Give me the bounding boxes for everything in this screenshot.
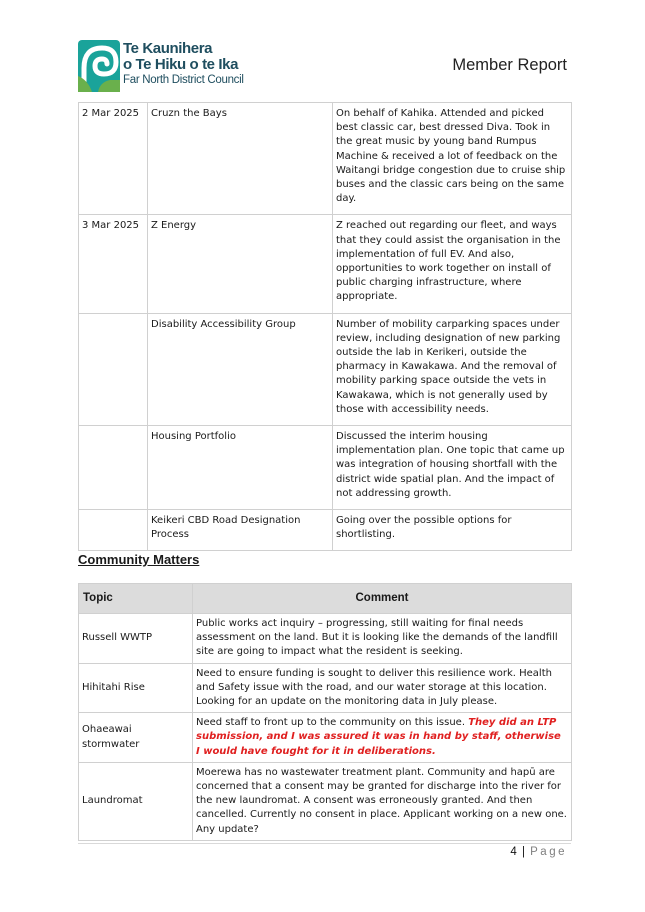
- report-title: Member Report: [452, 56, 567, 74]
- table-row: [79, 103, 572, 215]
- comment-cell: [193, 663, 572, 713]
- table-header-row: [79, 584, 572, 614]
- page-label: Page: [530, 846, 567, 858]
- meeting-notes: On behalf of Kahika. Attended and picked best classic car, best dressed Diva. Took in the great music by young band Rumpus Machine & received a lot of feedback on the Waitangi bridge congestion due to cruise ship buses and the classic cars being on the same day.: [333, 103, 572, 215]
- meeting-name: Disability Accessibility Group: [148, 313, 333, 425]
- koru-logo-icon: [78, 40, 120, 92]
- meeting-name: Keikeri CBD Road Designation Process: [148, 510, 333, 551]
- comment-text: Moerewa has no wastewater treatment plant. Community and hapū are concerned that a consent may be granted for discharge into the river for the new laundromat. A consent was erroneously granted. And then cancelled. Currently no consent in place. Applicant working on a new one. Any update?: [196, 766, 567, 835]
- meeting-date: [79, 510, 148, 551]
- comment-text: Public works act inquiry – progressing, still waiting for final needs assessment on the land. But it is looking like the demands of the landfill site are going to impact what the resident is seeking.: [196, 618, 558, 658]
- topic-cell: Laundromat: [79, 762, 193, 840]
- topic-cell: Russell WWTP: [79, 614, 193, 664]
- meeting-notes: Z reached out regarding our fleet, and ways that they could assist the organisation in the implementation of full EV. And also, opportunities to work together on install of public charging infrastructure, where appropriate.: [333, 215, 572, 313]
- meeting-notes: Number of mobility carparking spaces under review, including designation of new parking outside the lab in Kerikeri, outside the pharmacy in Kawakawa. And the removal of mobility parking space outside the vets in Kawakawa, which is not generally used by those with accessibility needs.: [333, 313, 572, 425]
- page-number: 4: [510, 846, 517, 858]
- meeting-notes: Going over the possible options for shortlisting.: [333, 510, 572, 551]
- topic-cell: Ohaeawai stormwater: [79, 713, 193, 763]
- comment-cell: [193, 614, 572, 664]
- table-row: [79, 762, 572, 840]
- table-row: [79, 614, 572, 664]
- column-header-comment: Comment: [193, 584, 572, 614]
- council-logo: [78, 40, 244, 96]
- comment-cell: [193, 762, 572, 840]
- table-row: [79, 426, 572, 510]
- meeting-name: Housing Portfolio: [148, 426, 333, 510]
- meeting-date: [79, 313, 148, 425]
- meeting-notes: Discussed the interim housing implementation plan. One topic that came up was integration of housing shortfall with the district wide spatial plan. And the impact of not addressing growth.: [333, 426, 572, 510]
- table-row: [79, 663, 572, 713]
- comment-cell: [193, 713, 572, 763]
- page-footer: [510, 846, 567, 858]
- topic-cell: Hihitahi Rise: [79, 663, 193, 713]
- comment-text: Need to ensure funding is sought to deliver this resilience work. Health and Safety issue with the road, and our water storage at this location. Looking for an update on the monitoring data in July please.: [196, 667, 552, 708]
- meeting-date: 2 Mar 2025: [79, 103, 148, 215]
- community-matters-table: [78, 583, 572, 841]
- meetings-table: [78, 102, 572, 551]
- logo-line-1: Te Kaunihera: [123, 40, 213, 57]
- emphasized-comment: They did an LTP submission, and I was assured it was in hand by staff, otherwise I would have fought for it in deliberations.: [196, 717, 561, 757]
- footer-separator: |: [521, 846, 525, 858]
- table-row: [79, 215, 572, 313]
- column-header-topic: Topic: [79, 584, 193, 614]
- meeting-name: Cruzn the Bays: [148, 103, 333, 215]
- meeting-name: Z Energy: [148, 215, 333, 313]
- logo-line-2: o Te Hiku o te Ika: [123, 56, 239, 73]
- table-row: [79, 713, 572, 763]
- table-row: [79, 510, 572, 551]
- footer-divider: [78, 843, 571, 844]
- section-heading: Community Matters: [78, 552, 200, 567]
- logo-wordmark: [123, 41, 244, 87]
- table-row: [79, 313, 572, 425]
- logo-line-3: Far North District Council: [123, 74, 244, 86]
- meeting-date: [79, 426, 148, 510]
- meeting-date: 3 Mar 2025: [79, 215, 148, 313]
- comment-text: Need staff to front up to the community on this issue.: [196, 717, 469, 729]
